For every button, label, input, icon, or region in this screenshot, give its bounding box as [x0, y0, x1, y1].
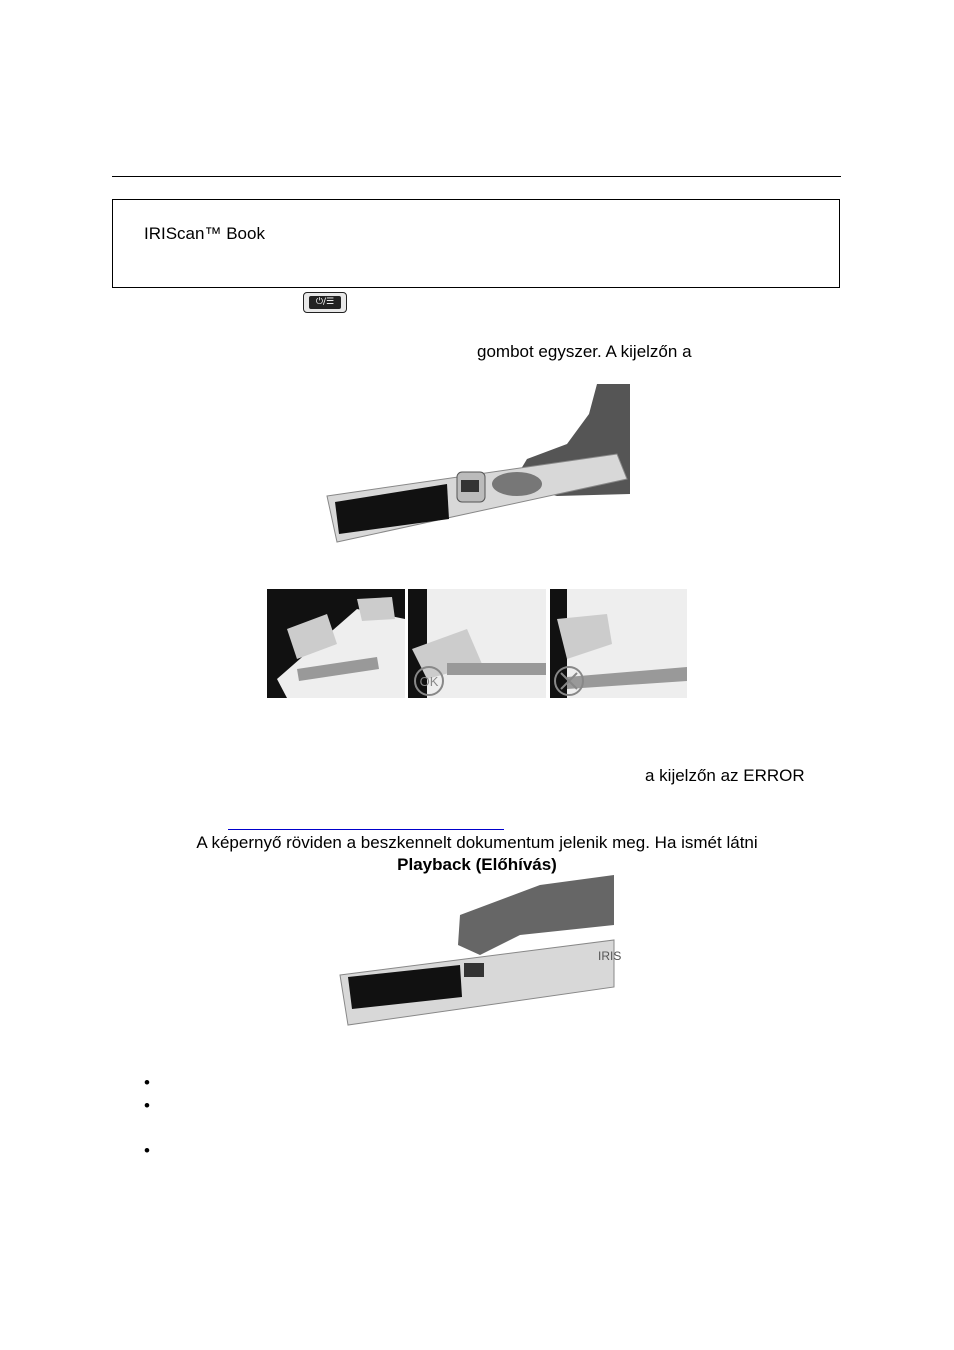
header-rule — [112, 176, 841, 177]
power-scan-button-icon: ⏻/☰ — [303, 292, 347, 313]
link-underline — [228, 829, 504, 830]
error-text: a kijelzőn az ERROR — [645, 766, 805, 785]
scanner-power-button-photo — [327, 384, 630, 546]
svg-text:OK: OK — [419, 674, 439, 689]
playback-label: Playback (Előhívás) — [397, 855, 557, 874]
scan-sequence-photos — [267, 589, 687, 698]
scanner-playback-photo — [340, 875, 622, 1032]
playback-description: A képernyő röviden a beszkennelt dokumentum jelenik meg. Ha ismét látni — [196, 833, 758, 852]
bullet-1: • — [144, 1073, 150, 1092]
bullet-2: • — [144, 1096, 150, 1115]
product-name: IRIScan™ Book — [144, 224, 265, 243]
power-instruction-text: gombot egyszer. A kijelzőn a — [477, 342, 692, 361]
bullet-3: • — [144, 1141, 150, 1160]
svg-text:IRIS: IRIS — [598, 949, 622, 963]
